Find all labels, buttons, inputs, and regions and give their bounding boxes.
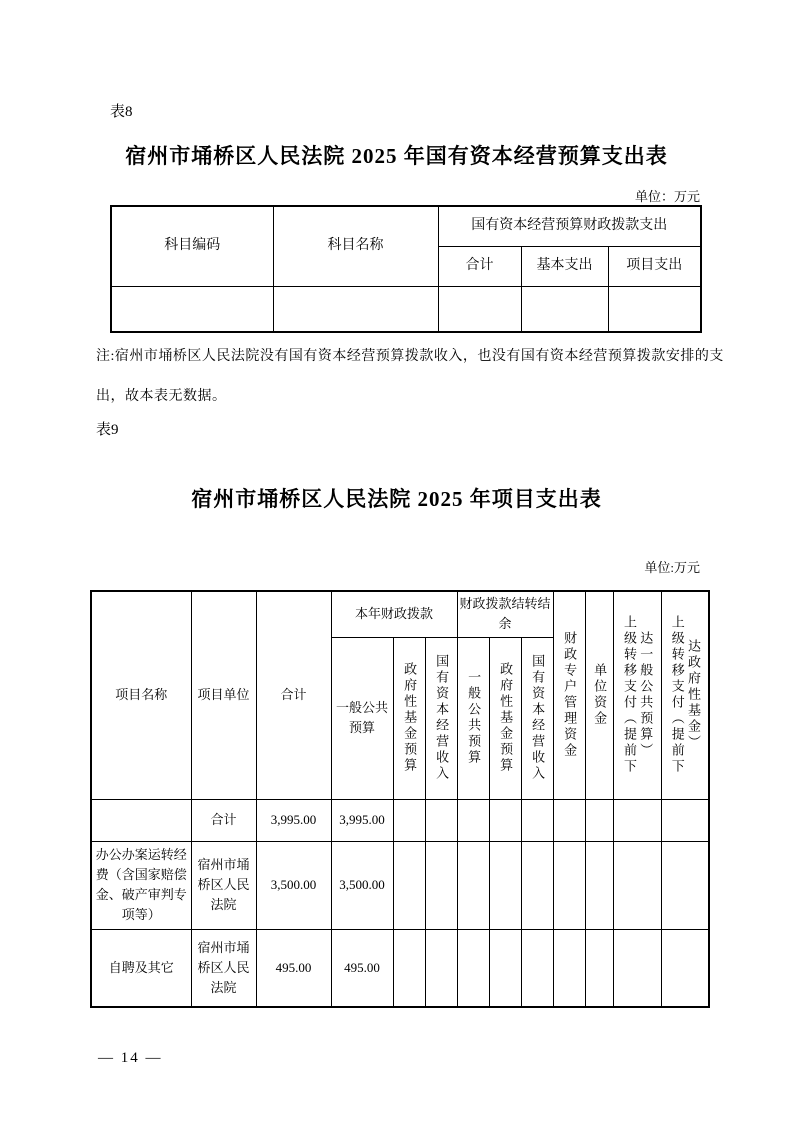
table9-empty-cell: [613, 929, 661, 1007]
table9-header-transfer-gov-fund: [661, 591, 709, 799]
table9-header-co-general-budget: [457, 637, 489, 799]
table9-empty-cell: [489, 799, 521, 841]
transfer-gov-fund-vertical-text: 上级转移支付（提前下达政府性基金）: [669, 615, 702, 776]
table8-header-basic: 基本支出: [521, 246, 608, 286]
table8-empty-cell: [438, 286, 521, 332]
fiscal-special-account-vertical-text: 财政专户管理资金: [562, 631, 578, 760]
co-gov-fund-vertical-text: 政府性基金预算: [498, 662, 514, 774]
table9-empty-cell: [393, 799, 425, 841]
table9-header-unit-funds: [585, 591, 613, 799]
table9-cell-general-budget: 3,500.00: [331, 841, 393, 929]
table9-empty-cell: [393, 841, 425, 929]
table9-empty-cell: [553, 799, 585, 841]
table8-header-subject-code: 科目编码: [111, 206, 273, 286]
table9-empty-cell: [457, 799, 489, 841]
cy-state-capital-vertical-text: 国有资本经营收入: [434, 654, 450, 782]
table9-empty-cell: [661, 929, 709, 1007]
table8-header-subject-name: 科目名称: [273, 206, 438, 286]
table9-empty-cell: [457, 841, 489, 929]
table9-empty-cell: [661, 799, 709, 841]
table9-title: 宿州市埇桥区人民法院 2025 年项目支出表: [191, 487, 602, 511]
state-capital-budget-table: [110, 205, 702, 333]
table8-note-line1: 注:宿州市埇桥区人民法院没有国有资本经营预算拨款收入，也没有国有资本经营预算拨款安排的支: [96, 349, 724, 364]
table9-unit-label: 单位:万元: [644, 560, 700, 575]
table9-header-cy-general-budget: 一般公共预算: [331, 637, 393, 799]
table9-empty-cell: [585, 799, 613, 841]
table9-cell-total: 3,500.00: [256, 841, 331, 929]
table9-empty-cell: [521, 929, 553, 1007]
table8-note-line2: 出，故本表无数据。: [96, 389, 227, 404]
table9-header-fiscal-special-account: [553, 591, 585, 799]
table8-header-appropriation-group: 国有资本经营预算财政拨款支出: [438, 206, 701, 246]
table8-empty-cell: [521, 286, 608, 332]
table9-empty-cell: [521, 841, 553, 929]
transfer-general-vertical-text: 上级转移支付（提前下达一般公共预算）: [622, 615, 654, 776]
table9-empty-cell: [425, 799, 457, 841]
table9-cell-project-name: 办公办案运转经费（含国家赔偿金、破产审判专项等）: [91, 841, 191, 929]
table9-empty-cell: [553, 929, 585, 1007]
table8-header-total: 合计: [438, 246, 521, 286]
co-general-budget-vertical-text: 一般公共预算: [466, 670, 482, 766]
unit-funds-vertical-text: 单位资金: [592, 663, 608, 728]
table9-empty-cell: [521, 799, 553, 841]
page-number: — 14 —: [98, 1050, 163, 1066]
table8-header-row-1: [111, 206, 701, 246]
table9-header-total: 合计: [256, 591, 331, 799]
table9-empty-cell: [425, 929, 457, 1007]
table9-empty-cell: [553, 841, 585, 929]
table9-empty-cell: [661, 841, 709, 929]
table9-header-project-name: 项目名称: [91, 591, 191, 799]
table9-empty-cell: [489, 929, 521, 1007]
table9-total-row: [91, 799, 709, 841]
table9-empty-cell: [425, 841, 457, 929]
table9-cell-project-name: [91, 799, 191, 841]
table9-empty-cell: [613, 799, 661, 841]
table9-empty-cell: [393, 929, 425, 1007]
table8-label: 表8: [110, 104, 133, 120]
table9-header-cy-gov-fund: [393, 637, 425, 799]
table9-cell-total: 3,995.00: [256, 799, 331, 841]
table9-cell-project-unit: 合计: [191, 799, 256, 841]
table8-header-project: 项目支出: [608, 246, 701, 286]
table9-cell-general-budget: 3,995.00: [331, 799, 393, 841]
co-state-capital-vertical-text: 国有资本经营收入: [530, 654, 546, 782]
table8-empty-data-row: [111, 286, 701, 332]
table9-header-co-state-capital: [521, 637, 553, 799]
table9-empty-cell: [457, 929, 489, 1007]
table9-label: 表9: [96, 422, 119, 438]
table8-title: 宿州市埇桥区人民法院 2025 年国有资本经营预算支出表: [125, 144, 668, 168]
table9-cell-general-budget: 495.00: [331, 929, 393, 1007]
table9-header-current-year-group: 本年财政拨款: [331, 591, 457, 637]
table9-cell-project-unit: 宿州市埇桥区人民法院: [191, 841, 256, 929]
project-expenditure-table: [90, 590, 710, 1008]
table9-cell-total: 495.00: [256, 929, 331, 1007]
table9-header-co-gov-fund: [489, 637, 521, 799]
table9-empty-cell: [585, 841, 613, 929]
table9-header-row-1: [91, 591, 709, 637]
table9-empty-cell: [613, 841, 661, 929]
table9-header-transfer-general: [613, 591, 661, 799]
table9-data-row: [91, 929, 709, 1007]
table9-header-cy-state-capital: [425, 637, 457, 799]
table9-data-row: [91, 841, 709, 929]
table9-empty-cell: [585, 929, 613, 1007]
table9-header-project-unit: 项目单位: [191, 591, 256, 799]
table8-empty-cell: [111, 286, 273, 332]
table8-empty-cell: [608, 286, 701, 332]
table8-unit-label: 单位：万元: [634, 189, 700, 204]
table8-empty-cell: [273, 286, 438, 332]
table9-header-carryover-group: 财政拨款结转结余: [457, 591, 553, 637]
table9-empty-cell: [489, 841, 521, 929]
table9-cell-project-name: 自聘及其它: [91, 929, 191, 1007]
table9-cell-project-unit: 宿州市埇桥区人民法院: [191, 929, 256, 1007]
cy-gov-fund-vertical-text: 政府性基金预算: [402, 662, 418, 774]
